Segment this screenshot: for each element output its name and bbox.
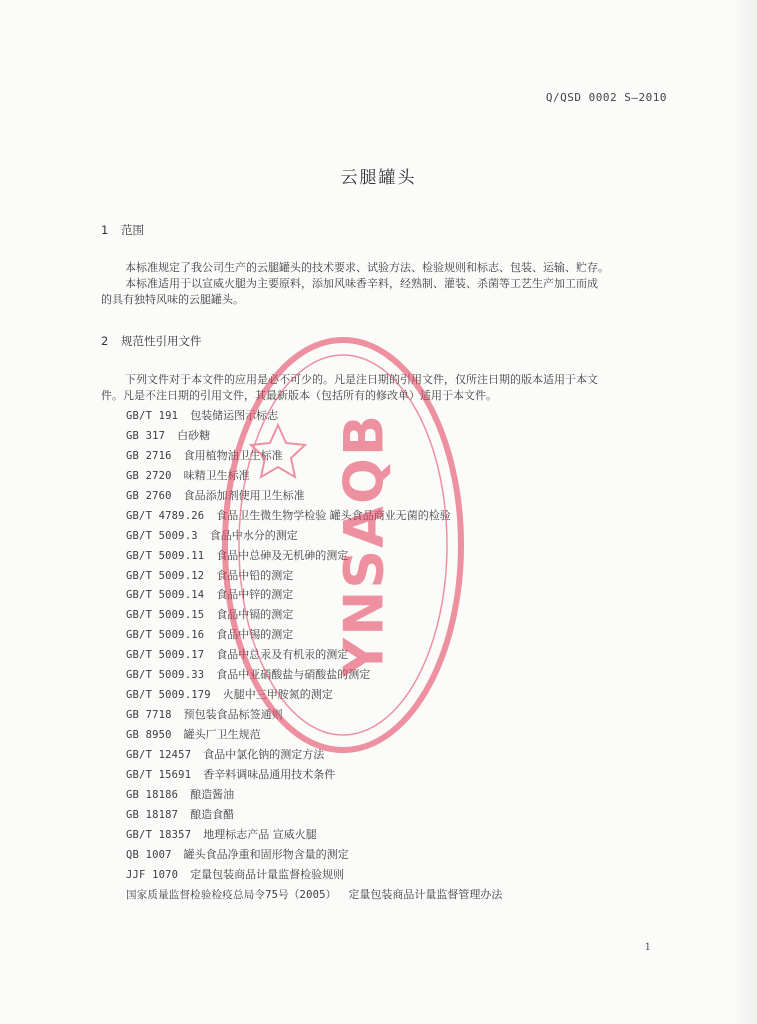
section-heading-scope — [101, 222, 144, 238]
reference-title: 白砂糖 — [177, 428, 211, 442]
reference-code: GB/T 4789.26 — [126, 509, 205, 522]
reference-code: GB/T 12457 — [126, 748, 192, 761]
section-title: 范围 — [121, 223, 144, 237]
reference-item — [126, 546, 502, 566]
section-number: 2 — [101, 334, 109, 348]
reference-code: GB 2716 — [126, 449, 172, 462]
reference-item — [126, 845, 502, 865]
section-heading-normative-references — [101, 333, 202, 349]
paragraph-line: 下列文件对于本文件的应用是必不可少的。凡是注日期的引用文件，仅所注日期的版本适用于本文 — [125, 373, 598, 386]
reference-item — [126, 526, 502, 546]
reference-item — [126, 446, 502, 466]
reference-item — [126, 506, 502, 526]
reference-code: GB 8950 — [126, 729, 172, 741]
reference-title: 食品中锡的测定 — [216, 628, 294, 642]
reference-title: 定量包装商品计量监督管理办法 — [348, 887, 503, 901]
reference-item — [126, 745, 502, 765]
paragraph-line: 本标准规定了我公司生产的云腿罐头的技术要求、试验方法、检验规则和标志、包装、运输、贮存。 — [125, 261, 609, 274]
reference-item — [126, 705, 502, 725]
reference-title: 香辛料调味品通用技术条件 — [203, 767, 336, 781]
reference-title: 食品中锌的测定 — [216, 588, 294, 602]
reference-title: 食品中亚硝酸盐与硝酸盐的测定 — [216, 668, 371, 682]
reference-code: GB/T 15691 — [126, 768, 192, 781]
reference-code: GB/T 191 — [126, 410, 179, 422]
reference-item — [126, 865, 502, 885]
scan-edge-shadow — [733, 0, 757, 1024]
references-intro-paragraph — [101, 372, 669, 404]
reference-item — [126, 785, 502, 805]
reference-code: GB/T 5009.16 — [126, 629, 205, 642]
reference-title: 食品卫生微生物学检验 罐头食品商业无菌的检验 — [216, 508, 451, 522]
scope-paragraph — [101, 260, 669, 308]
reference-title: 食用植物油卫生标准 — [183, 448, 283, 462]
reference-title: 预包装食品标签通则 — [183, 708, 283, 722]
reference-title: 食品添加剂使用卫生标准 — [183, 488, 305, 502]
paragraph-line: 的具有独特风味的云腿罐头。 — [101, 293, 244, 306]
reference-item — [126, 625, 502, 645]
reference-code: GB 317 — [126, 429, 166, 442]
reference-title: 火腿中三甲胺氮的测定 — [222, 688, 333, 702]
reference-code: GB 7718 — [126, 709, 172, 722]
reference-item — [126, 665, 502, 685]
reference-code: GB/T 5009.3 — [126, 529, 198, 542]
reference-item — [126, 765, 502, 785]
reference-item — [126, 825, 502, 845]
reference-title: 定量包装商品计量监督检验规则 — [190, 867, 345, 881]
reference-code: QB 1007 — [126, 848, 172, 861]
section-title: 规范性引用文件 — [121, 334, 202, 348]
reference-item — [126, 885, 502, 905]
reference-title: 地理标志产品 宣威火腿 — [203, 827, 317, 841]
reference-item — [126, 486, 502, 506]
reference-item — [126, 466, 502, 486]
reference-title: 食品中总砷及无机砷的测定 — [216, 548, 349, 562]
reference-list — [126, 406, 502, 904]
reference-title: 罐头厂卫生规范 — [183, 728, 261, 741]
reference-code: GB/T 5009.33 — [126, 669, 205, 682]
reference-code: 国家质量监督检验检疫总局令75号（2005） — [126, 888, 337, 901]
reference-title: 包装储运图示标志 — [190, 409, 279, 422]
reference-code: GB/T 5009.12 — [126, 569, 205, 582]
reference-item — [126, 566, 502, 586]
reference-title: 味精卫生标准 — [183, 468, 250, 482]
reference-code: GB/T 5009.17 — [126, 649, 205, 662]
page-number: 1 — [644, 942, 651, 953]
reference-item — [126, 585, 502, 605]
reference-code: GB/T 5009.15 — [126, 609, 205, 622]
reference-code: GB/T 5009.14 — [126, 589, 205, 602]
reference-item — [126, 725, 502, 745]
reference-item — [126, 805, 502, 825]
reference-item — [126, 406, 502, 426]
reference-title: 罐头食品净重和固形物含量的测定 — [183, 847, 349, 861]
reference-code: GB/T 5009.179 — [126, 689, 211, 702]
paragraph-line: 件。凡是不注日期的引用文件，其最新版本（包括所有的修改单）适用于本文件。 — [101, 389, 497, 402]
reference-code: GB/T 18357 — [126, 828, 192, 841]
reference-item — [126, 685, 502, 705]
reference-code: GB 2760 — [126, 489, 172, 502]
paragraph-line: 本标准适用于以宣威火腿为主要原料，添加风味香辛料，经熟制、灌装、杀菌等工艺生产加工而成 — [125, 277, 598, 290]
reference-item — [126, 605, 502, 625]
reference-title: 食品中水分的测定 — [209, 528, 298, 542]
reference-title: 食品中总汞及有机汞的测定 — [216, 648, 349, 662]
reference-code: GB 18186 — [126, 788, 179, 801]
reference-item — [126, 426, 502, 446]
reference-title: 酿造酱油 — [190, 787, 235, 801]
reference-title: 食品中铅的测定 — [216, 568, 294, 582]
reference-code: GB 18187 — [126, 808, 179, 821]
reference-code: GB 2720 — [126, 469, 172, 482]
reference-title: 食品中镉的测定 — [216, 608, 294, 622]
reference-item — [126, 645, 502, 665]
reference-code: JJF 1070 — [126, 868, 179, 881]
reference-code: GB/T 5009.11 — [126, 549, 205, 562]
reference-title: 食品中氯化钠的测定方法 — [203, 747, 325, 761]
svg-text:YNSAQB: YNSAQB — [332, 412, 396, 678]
reference-title: 酿造食醋 — [190, 807, 235, 821]
document-title: 云腿罐头 — [340, 168, 417, 188]
section-number: 1 — [101, 223, 109, 237]
document-code: Q/QSD 0002 S—2010 — [545, 91, 667, 104]
